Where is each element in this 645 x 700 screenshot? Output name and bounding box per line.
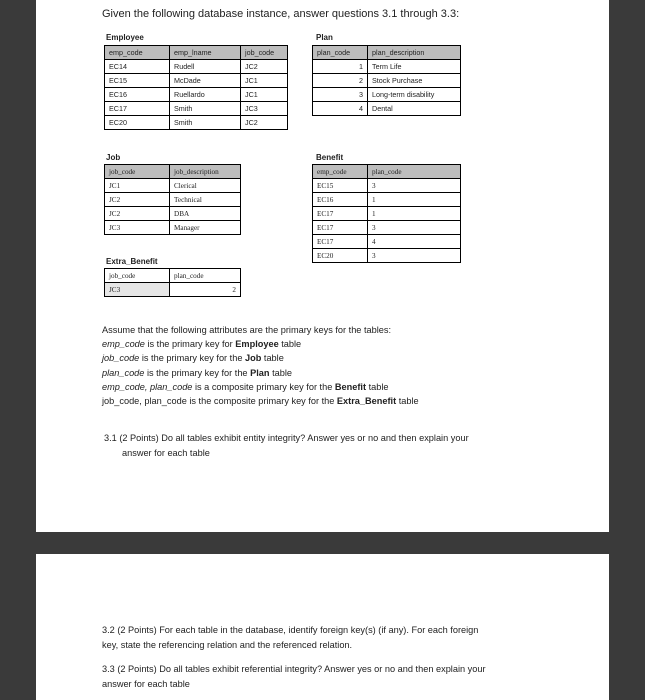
document-page-2	[36, 554, 609, 700]
table-cell: JC3	[241, 102, 288, 116]
pk-attribute: emp_code	[102, 339, 145, 350]
plan-table	[312, 45, 461, 116]
benefit-table	[312, 164, 461, 263]
table-cell: Dental	[368, 102, 461, 116]
pk-text: is the primary key for the	[144, 367, 251, 378]
pk-text: is a composite primary key for the	[192, 381, 335, 392]
table-cell: Rudell	[170, 60, 241, 74]
pk-attribute: plan_code	[102, 367, 145, 378]
table-row	[313, 221, 461, 235]
question-3-1-line1: 3.1 (2 Points) Do all tables exhibit entity integrity? Answer yes or no and then explain your	[104, 433, 469, 443]
benefit-table-title: Benefit	[316, 153, 344, 162]
benefit-header-plan-code: plan_code	[368, 165, 461, 179]
table-cell: JC1	[105, 179, 170, 193]
table-row	[313, 193, 461, 207]
table-row	[105, 74, 288, 88]
pk-table-name: Employee	[235, 339, 279, 350]
document-page-1	[36, 0, 609, 532]
table-cell: Smith	[170, 116, 241, 130]
table-cell: 4	[313, 102, 368, 116]
table-cell: EC17	[313, 235, 368, 249]
question-3-1-line2: answer for each table	[122, 448, 210, 458]
table-row	[105, 88, 288, 102]
pk-line-job	[102, 351, 419, 365]
pk-text: table	[261, 353, 284, 364]
table-cell: EC16	[105, 88, 170, 102]
table-cell: JC1	[241, 88, 288, 102]
table-row	[313, 207, 461, 221]
table-cell: 3	[368, 249, 461, 263]
table-cell: EC16	[313, 193, 368, 207]
pk-table-name: Benefit	[334, 381, 367, 392]
pk-table-name: Extra_Benefit	[336, 396, 397, 407]
table-row	[105, 116, 288, 130]
table-row	[105, 102, 288, 116]
table-cell: EC20	[313, 249, 368, 263]
extra-benefit-table-title: Extra_Benefit	[106, 257, 158, 266]
table-cell: Clerical	[170, 179, 241, 193]
table-cell: JC2	[241, 60, 288, 74]
pk-text: table	[396, 396, 419, 407]
table-row	[105, 60, 288, 74]
plan-header-plan-description: plan_description	[368, 46, 461, 60]
table-cell: Ruellardo	[170, 88, 241, 102]
table-row	[313, 88, 461, 102]
pk-line-plan	[102, 366, 419, 380]
pk-text: table	[278, 339, 302, 350]
question-3-2	[102, 623, 478, 653]
question-3-2-line1: 3.2 (2 Points) For each table in the database, identify foreign key(s) (if any). For each foreign	[102, 625, 479, 635]
table-cell: 2	[170, 283, 241, 297]
table-cell: EC17	[313, 221, 368, 235]
table-row	[313, 179, 461, 193]
pk-line-employee	[102, 337, 419, 351]
table-cell: EC17	[105, 102, 170, 116]
table-cell: 1	[368, 207, 461, 221]
table-cell: JC1	[241, 74, 288, 88]
table-cell: EC20	[105, 116, 170, 130]
table-cell: 3	[368, 179, 461, 193]
table-cell: EC15	[313, 179, 368, 193]
intro-text: Given the following database instance, answer questions 3.1 through 3.3:	[102, 8, 460, 20]
job-header-job-description: job_description	[170, 165, 241, 179]
plan-header-plan-code: plan_code	[313, 46, 368, 60]
table-row	[313, 249, 461, 263]
table-row	[313, 102, 461, 116]
pk-line-extra-benefit	[102, 394, 419, 408]
table-row	[313, 235, 461, 249]
extra-benefit-header-plan-code: plan_code	[170, 269, 241, 283]
table-cell: 2	[313, 74, 368, 88]
pk-attribute: job_code	[102, 353, 140, 364]
table-cell: JC2	[105, 207, 170, 221]
pk-attribute: emp_code, plan_code	[102, 381, 193, 392]
table-cell: EC15	[105, 74, 170, 88]
pk-text: table	[269, 367, 292, 378]
table-cell: JC3	[105, 221, 170, 235]
table-cell: Technical	[170, 193, 241, 207]
table-cell: JC3	[105, 283, 170, 297]
table-row	[105, 193, 241, 207]
plan-table-title: Plan	[316, 33, 333, 42]
question-3-3-line2: answer for each table	[102, 679, 190, 689]
job-table-title: Job	[106, 153, 121, 162]
primary-keys-intro: Assume that the following attributes are the primary keys for the tables:	[102, 325, 392, 335]
pk-text: is the primary key for the	[139, 353, 245, 364]
table-cell: Smith	[170, 102, 241, 116]
employee-header-job-code: job_code	[241, 46, 288, 60]
pk-text: job_code, plan_code is the composite primary key for the	[102, 396, 337, 407]
table-cell: 1	[313, 60, 368, 74]
benefit-header-emp-code: emp_code	[313, 165, 368, 179]
table-cell: Manager	[170, 221, 241, 235]
employee-table	[104, 45, 288, 130]
table-cell: EC14	[105, 60, 170, 74]
table-row	[105, 207, 241, 221]
table-cell: 1	[368, 193, 461, 207]
table-cell: 3	[313, 88, 368, 102]
pk-table-name: Plan	[250, 367, 270, 378]
question-3-1	[104, 431, 469, 461]
employee-header-emp-code: emp_code	[105, 46, 170, 60]
table-cell: EC17	[313, 207, 368, 221]
pk-line-benefit	[102, 380, 419, 394]
table-cell: McDade	[170, 74, 241, 88]
question-3-3	[102, 662, 486, 692]
table-cell: JC2	[105, 193, 170, 207]
primary-keys-section	[102, 323, 419, 408]
table-row	[105, 221, 241, 235]
extra-benefit-header-job-code: job_code	[105, 269, 170, 283]
table-row	[313, 74, 461, 88]
pk-text: table	[366, 381, 389, 392]
table-cell: Term Life	[368, 60, 461, 74]
job-header-job-code: job_code	[105, 165, 170, 179]
table-cell: Long-term disability	[368, 88, 461, 102]
employee-table-title: Employee	[106, 33, 144, 42]
table-row	[105, 179, 241, 193]
job-table	[104, 164, 241, 235]
table-row	[105, 283, 241, 297]
pk-text: is the primary key for	[144, 339, 236, 350]
pk-table-name: Job	[245, 353, 262, 364]
table-cell: JC2	[241, 116, 288, 130]
employee-header-emp-lname: emp_lname	[170, 46, 241, 60]
table-cell: 4	[368, 235, 461, 249]
extra-benefit-table	[104, 268, 241, 297]
table-cell: Stock Purchase	[368, 74, 461, 88]
table-row	[313, 60, 461, 74]
question-3-3-line1: 3.3 (2 Points) Do all tables exhibit referential integrity? Answer yes or no and then explain your	[102, 664, 486, 674]
question-3-2-line2: key, state the referencing relation and the referenced relation.	[102, 640, 353, 650]
table-cell: 3	[368, 221, 461, 235]
table-cell: DBA	[170, 207, 241, 221]
